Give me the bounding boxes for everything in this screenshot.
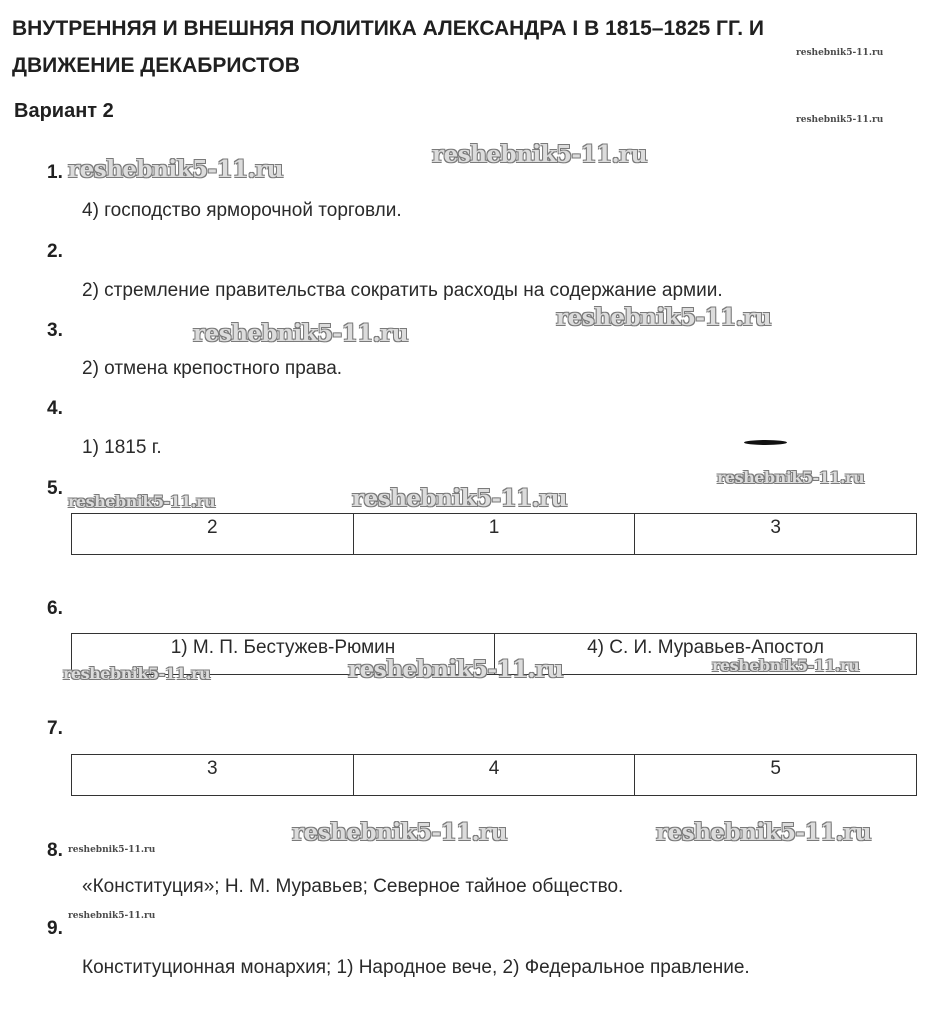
answer-2: 2) стремление правительства сократить расходы на содержание армии. <box>82 280 723 301</box>
table-cell: 4) С. И. Муравьев-Апостол <box>495 634 917 675</box>
table-cell: 4 <box>353 755 635 796</box>
answer-table-7 <box>71 754 917 796</box>
watermark: reshebnik5-11.ru <box>68 492 216 511</box>
watermark: reshebnik5-11.ru <box>68 156 283 183</box>
answer-4: 1) 1815 г. <box>82 437 162 458</box>
answer-table-5 <box>71 513 917 555</box>
page-title: ВНУТРЕННЯЯ И ВНЕШНЯЯ ПОЛИТИКА АЛЕКСАНДРА I В 1815–1825 ГГ. И ДВИЖЕНИЕ ДЕКАБРИСТОВ <box>12 17 764 77</box>
table-cell: 1 <box>353 514 635 555</box>
watermark: reshebnik5-11.ru <box>796 48 884 58</box>
table-cell: 5 <box>635 755 917 796</box>
table-cell: 2 <box>72 514 354 555</box>
table-cell: 3 <box>635 514 917 555</box>
question-number-4: 4. <box>47 398 63 419</box>
question-number-8: 8. <box>47 840 63 861</box>
watermark: reshebnik5-11.ru <box>292 819 507 846</box>
answer-9: Конституционная монархия; 1) Народное вече, 2) Федеральное правление. <box>82 957 750 978</box>
watermark: reshebnik5-11.ru <box>796 115 884 125</box>
watermark: reshebnik5-11.ru <box>712 656 860 675</box>
ink-blot <box>744 440 787 445</box>
watermark: reshebnik5-11.ru <box>717 468 865 487</box>
question-number-5: 5. <box>47 478 63 499</box>
variant-heading: Вариант 2 <box>14 100 114 122</box>
watermark: reshebnik5-11.ru <box>63 664 211 683</box>
watermark: reshebnik5-11.ru <box>193 320 408 347</box>
question-number-6: 6. <box>47 598 63 619</box>
watermark: reshebnik5-11.ru <box>656 819 871 846</box>
table-cell: 3 <box>72 755 354 796</box>
question-number-3: 3. <box>47 320 63 341</box>
watermark: reshebnik5-11.ru <box>68 911 156 921</box>
watermark: reshebnik5-11.ru <box>432 141 647 168</box>
answer-1: 4) господство ярморочной торговли. <box>82 200 402 221</box>
watermark: reshebnik5-11.ru <box>556 304 771 331</box>
watermark: reshebnik5-11.ru <box>68 845 156 855</box>
question-number-1: 1. <box>47 162 63 183</box>
answer-3: 2) отмена крепостного права. <box>82 358 343 379</box>
table-cell: 1) М. П. Бестужев-Рюмин <box>72 634 495 675</box>
watermark: reshebnik5-11.ru <box>348 656 563 683</box>
answer-8: «Конституция»; Н. М. Муравьев; Северное тайное общество. <box>82 876 624 897</box>
watermark: reshebnik5-11.ru <box>352 485 567 512</box>
question-number-2: 2. <box>47 241 63 262</box>
question-number-9: 9. <box>47 918 63 939</box>
question-number-7: 7. <box>47 718 63 739</box>
